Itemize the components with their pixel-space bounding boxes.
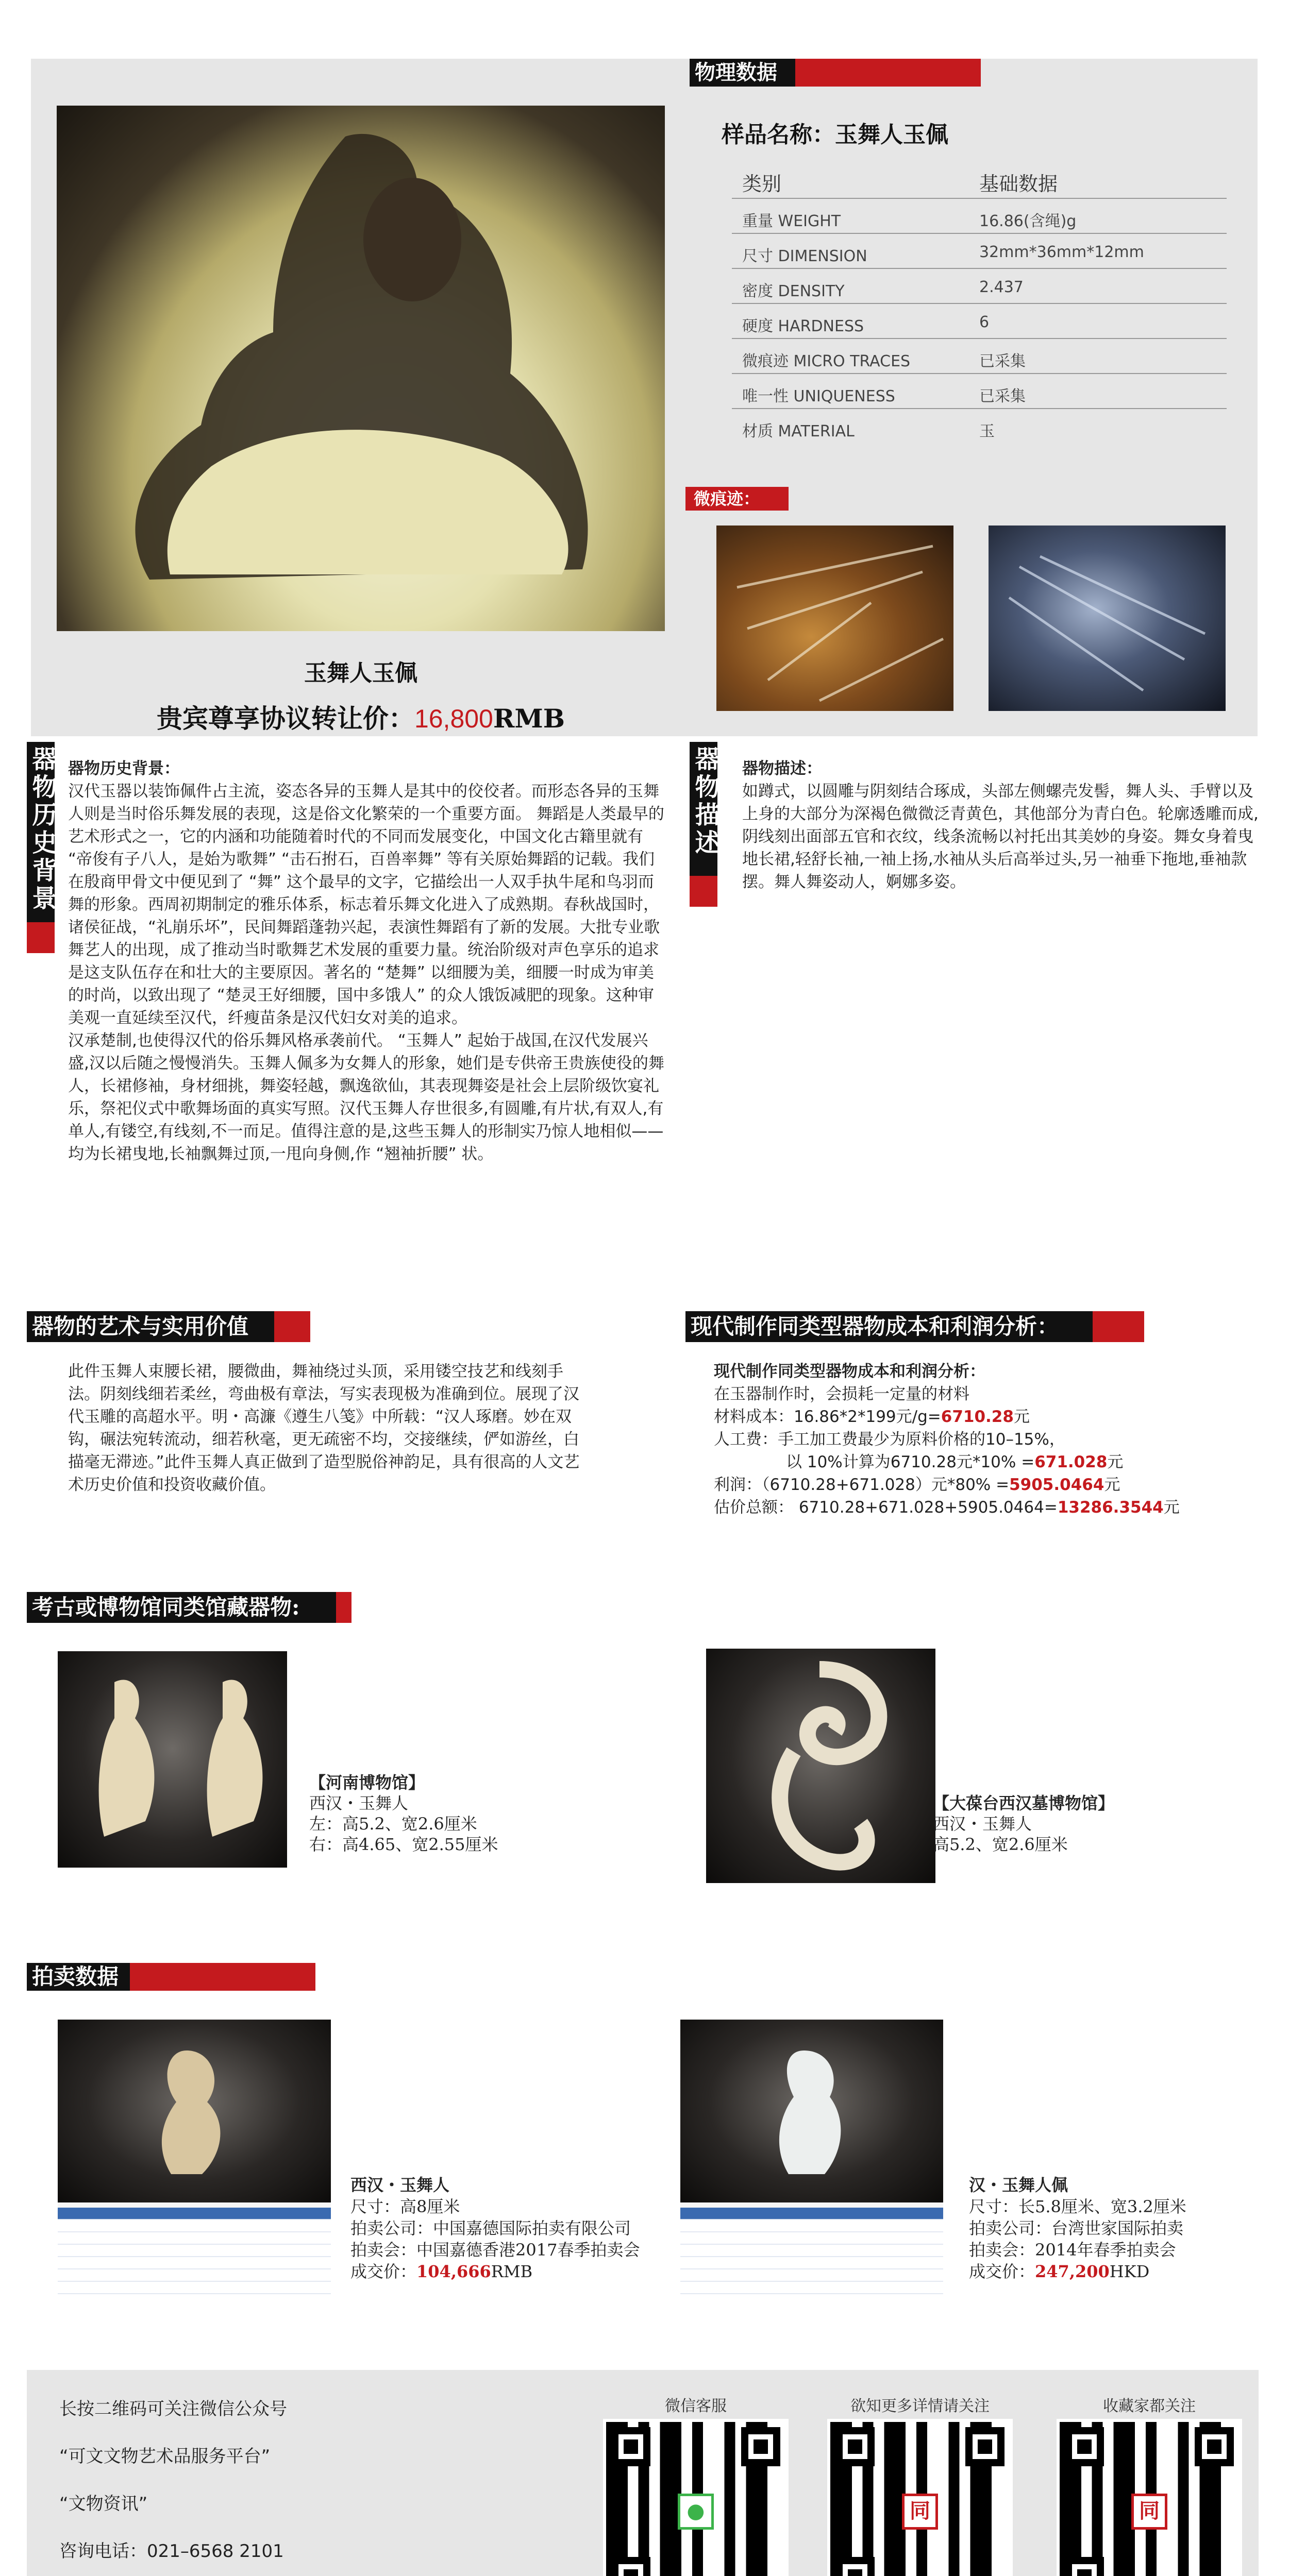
history-vertical-label	[27, 742, 55, 953]
footer-phone: 咨询电话：021–6568 2101	[59, 2541, 284, 2562]
micro-scratch-lines	[716, 526, 953, 711]
auction-2-sale: 拍卖会：2014年春季拍卖会	[969, 2240, 1176, 2260]
table-col-category: 类别	[742, 173, 782, 195]
qr-finder	[741, 2427, 780, 2466]
museum-header: 考古或博物馆同类馆藏器物:	[27, 1592, 336, 1623]
art-value-header: 器物的艺术与实用价值	[27, 1311, 274, 1342]
jade-dancer-figure	[57, 106, 665, 631]
qr-finder	[835, 2557, 875, 2576]
auction-2-price	[969, 2261, 1186, 2282]
cost-line-6-value: 13286.3544	[1057, 1498, 1164, 1517]
footer-line-3: “文物资讯”	[59, 2494, 148, 2514]
micro-scratch-lines	[989, 526, 1226, 711]
auction-2-title: 汉・玉舞人佩	[969, 2175, 1068, 2195]
qr-finder	[1195, 2427, 1234, 2466]
row-value: 已采集	[979, 352, 1026, 370]
auction-2-jade	[680, 2020, 943, 2202]
auction-1-jade	[58, 2020, 331, 2202]
cost-line-5-prefix: 利润：（6710.28+671.028）元*80% =	[714, 1476, 1010, 1494]
museum-jade-curl	[706, 1649, 935, 1883]
cost-line-5-value: 5905.0464	[1009, 1476, 1104, 1494]
cost-title: 现代制作同类型器物成本和利润分析：	[714, 1362, 985, 1381]
row-value: 玉	[979, 422, 995, 440]
cost-line-3: 人工费：手工加工费最少为原料价格的10–15%，	[714, 1430, 1065, 1449]
museum-jade-dancers	[58, 1651, 287, 1868]
cost-line-4	[714, 1451, 1260, 1473]
description-vertical-text: 器物描述	[691, 746, 719, 857]
row-key: 唯一性 UNIQUENESS	[742, 387, 895, 405]
jade-dancer-photo	[57, 106, 665, 631]
footer-line-1: 长按二维码可关注微信公众号	[59, 2399, 287, 2419]
table-row	[732, 304, 1227, 339]
auction-2-size: 尺寸：长5.8厘米、宽3.2厘米	[969, 2197, 1186, 2216]
qr-finder	[965, 2427, 1005, 2466]
price-prefix: 贵宾尊享协议转让价：	[156, 703, 414, 734]
footer-contact	[59, 2385, 386, 2576]
auction-2-company: 拍卖公司：台湾世家国际拍卖	[969, 2218, 1184, 2238]
description-block	[742, 757, 1263, 893]
auction-1-title: 西汉・玉舞人	[350, 2175, 450, 2195]
qr-finder	[1065, 2557, 1104, 2576]
museum-1-line-3: 右：高4.65、宽2.55厘米	[309, 1835, 498, 1854]
cost-line-1: 在玉器制作时，会损耗一定量的材料	[714, 1385, 969, 1403]
table-row	[732, 199, 1227, 234]
cost-line-2-unit: 元	[1013, 1408, 1030, 1426]
auction-1-table	[58, 2208, 331, 2300]
qr-block-3	[1057, 2393, 1242, 2576]
brand-logo-icon: 同	[902, 2494, 938, 2530]
history-title: 器物历史背景：	[68, 759, 180, 778]
museum-header-accent	[336, 1592, 351, 1623]
physical-header: 物理数据	[690, 59, 795, 87]
auction-2-photo	[680, 2020, 943, 2202]
museum-photo-1	[58, 1651, 287, 1868]
auction-1-company: 拍卖公司：中国嘉德国际拍卖有限公司	[350, 2218, 631, 2238]
cost-line-6-prefix: 估价总额： 6710.28+671.028+5905.0464=	[714, 1498, 1058, 1517]
museum-1-line-1: 西汉・玉舞人	[309, 1793, 409, 1813]
table-header-row	[732, 160, 1227, 199]
main-photo-frame	[57, 106, 665, 631]
description-vertical-label	[690, 742, 717, 907]
auction-1-photo	[58, 2020, 331, 2202]
auction-2-price-unit: HKD	[1109, 2262, 1150, 2281]
auction-2-table-header	[680, 2208, 943, 2219]
row-key: 密度 DENSITY	[742, 282, 845, 300]
footer-line-2: “可文文物艺术品服务平台”	[59, 2446, 271, 2467]
cost-line-2-value: 6710.28	[941, 1408, 1014, 1426]
description-title: 器物描述：	[742, 759, 822, 778]
qr-finder	[1065, 2427, 1104, 2466]
cost-header: 现代制作同类型器物成本和利润分析：	[685, 1311, 1093, 1342]
auction-1-table-header	[58, 2208, 331, 2219]
micro-photo-2	[989, 526, 1226, 711]
auction-1-price-value: 104,666	[416, 2262, 491, 2281]
row-value: 已采集	[979, 387, 1026, 405]
table-row	[732, 234, 1227, 269]
auction-caption-1	[350, 2174, 640, 2282]
row-key: 硬度 HARDNESS	[742, 317, 864, 335]
table-row	[732, 269, 1227, 304]
auction-1-price-unit: RMB	[491, 2262, 533, 2281]
museum-1-line-2: 左：高5.2、宽2.6厘米	[309, 1814, 477, 1834]
qr-finder	[611, 2557, 650, 2576]
auction-screenshot-1	[58, 2020, 331, 2300]
cost-header-accent	[1093, 1311, 1144, 1342]
cost-line-2	[714, 1405, 1260, 1428]
description-text: 如蹲式，以圆雕与阴刻结合琢成，头部左侧螺壳发髻，舞人头、手臂以及上身的大部分为深褐色微微泛青黄色，其他部分为青白色。轮廓透雕而成,阴线刻出面部五官和衣纹，线条流畅以衬托出其美妙的身姿。舞女身着曳地长裙,轻舒长袖,一袖上扬,水袖从头后高举过头,另一袖垂下拖地,垂袖款摆。舞人舞姿动人，婀娜多姿。	[742, 782, 1259, 891]
red-accent	[690, 876, 717, 907]
cost-block	[714, 1360, 1260, 1519]
row-value: 32mm*36mm*12mm	[979, 243, 1144, 261]
wechat-icon: ●	[678, 2494, 714, 2530]
row-value: 16.86(含绳)g	[979, 212, 1077, 230]
row-key: 重量 WEIGHT	[742, 212, 841, 230]
hero-name: 玉舞人玉佩	[304, 660, 417, 686]
physical-header-accent	[795, 59, 981, 87]
row-value: 6	[979, 313, 990, 331]
row-key: 微痕迹 MICRO TRACES	[742, 352, 911, 370]
qr-block-2	[827, 2393, 1013, 2576]
auction-caption-2	[969, 2174, 1186, 2282]
micro-traces-tag: 微痕迹：	[685, 487, 789, 511]
qr-3-label: 收藏家都关注	[1103, 2397, 1196, 2415]
museum-photo-2	[706, 1649, 935, 1883]
row-key: 尺寸 DIMENSION	[742, 247, 867, 265]
qr-code-2[interactable]	[827, 2419, 1013, 2576]
table-col-data: 基础数据	[979, 173, 1058, 195]
cost-line-5-unit: 元	[1104, 1476, 1120, 1494]
auction-1-sale: 拍卖会：中国嘉德香港2017春季拍卖会	[350, 2240, 640, 2260]
red-accent	[27, 922, 55, 953]
row-value: 2.437	[979, 278, 1024, 296]
cost-line-4-unit: 元	[1107, 1453, 1124, 1471]
auction-2-price-value: 247,200	[1035, 2262, 1110, 2281]
table-row	[732, 374, 1227, 409]
row-key: 材质 MATERIAL	[742, 422, 855, 440]
price-value: 16,800	[414, 704, 493, 733]
hero-price	[57, 698, 665, 735]
price-unit: RMB	[493, 703, 565, 734]
cost-line-2-prefix: 材料成本：16.86*2*199元/g=	[714, 1408, 941, 1426]
history-para-1: 汉代玉器以装饰佩件占主流，姿态各异的玉舞人是其中的佼佼者。而形态各异的玉舞人则是当时俗乐舞发展的表现，这是俗文化繁荣的一个重要方面。 舞蹈是人类最早的艺术形式之一，它的内涵和功能随着时代的不同而发展变化，中国文化古籍里就有 “帝俊有子八人，是始为歌舞” “击石拊石，百兽率舞” 等有关原始舞蹈的记载。我们在殷商甲骨文中便见到了 “舞” 这个最早的文字，它描绘出一人双手执牛尾和鸟羽而舞的形象。西周初期制定的雅乐体系，标志着乐舞文化进入了成熟期。春秋战国时，诸侯征战，“礼崩乐坏”，民间舞蹈蓬勃兴起，表演性舞蹈有了新的发展。大批专业歌舞艺人的出现，成了推动当时歌舞艺术发展的重要力量。统治阶级对声色享乐的追求是这支队伍存在和壮大的主要原因。著名的 “楚舞” 以细腰为美，细腰一时成为审美的时尚，以致出现了 “楚灵王好细腰，国中多饿人” 的众人饿饭减肥的现象。这种审美观一直延续至汉代，纤瘦苗条是汉代妇女对美的追求。	[68, 782, 664, 1027]
qr-2-label: 欲知更多详情请关注	[850, 2397, 990, 2415]
brand-logo-icon: 同	[1131, 2494, 1167, 2530]
auction-1-price	[350, 2261, 640, 2282]
history-block	[68, 757, 668, 1165]
history-vertical-text: 器物历史背景	[28, 746, 57, 913]
sample-name: 样品名称：玉舞人玉佩	[722, 122, 948, 148]
auction-1-size: 尺寸：高8厘米	[350, 2197, 460, 2216]
cost-line-6	[714, 1496, 1260, 1519]
qr-block-1	[603, 2393, 789, 2576]
auction-screenshot-2	[680, 2020, 943, 2300]
museum-2-title: 【大葆台西汉墓博物馆】	[933, 1793, 1115, 1813]
physical-table	[732, 160, 1227, 459]
cost-line-6-unit: 元	[1163, 1498, 1180, 1517]
qr-code-3[interactable]	[1057, 2419, 1242, 2576]
museum-caption-2	[933, 1793, 1114, 1855]
qr-finder	[611, 2427, 650, 2466]
museum-caption-1	[309, 1772, 498, 1855]
auction-1-price-prefix: 成交价：	[350, 2262, 417, 2281]
qr-code-1[interactable]	[603, 2419, 789, 2576]
cost-line-5	[714, 1473, 1260, 1496]
cost-line-4-prefix: 以 10%计算为6710.28元*10% =	[786, 1453, 1035, 1471]
museum-2-line-2: 高5.2、宽2.6厘米	[933, 1835, 1068, 1854]
auction-2-price-prefix: 成交价：	[969, 2262, 1035, 2281]
micro-photo-1	[716, 526, 953, 711]
cost-line-4-value: 671.028	[1034, 1453, 1108, 1471]
art-value-accent	[274, 1311, 310, 1342]
art-value-text: 此件玉舞人束腰长裙，腰微曲，舞袖绕过头顶，采用镂空技艺和线刻手法。阴刻线细若柔丝，弯曲极有章法，写实表现极为准确到位。展现了汉代玉雕的高超水平。明・高濂《遵生八笺》中所载：“汉人琢磨。妙在双钩，碾法宛转流动，细若秋毫，更无疏密不均，交接继续，俨如游丝，白描毫无滞迹。”此件玉舞人真正做到了造型脱俗神韵足，具有很高的人文艺术历史价值和投资收藏价值。	[68, 1362, 580, 1494]
auction-2-table	[680, 2208, 943, 2300]
qr-1-label: 微信客服	[665, 2397, 727, 2415]
auction-header: 拍卖数据	[27, 1963, 130, 1991]
auction-header-accent	[130, 1963, 315, 1991]
museum-1-title: 【河南博物馆】	[309, 1773, 425, 1792]
qr-finder	[835, 2427, 875, 2466]
table-row	[732, 409, 1227, 444]
table-row	[732, 339, 1227, 374]
history-para-2: 汉承楚制,也使得汉代的俗乐舞风格承袭前代。 “玉舞人” 起始于战国,在汉代发展兴盛,汉以后随之慢慢消失。玉舞人佩多为女舞人的形象，她们是专供帝王贵族使役的舞人，长裙修袖，身材细挑，舞姿轻越，飘逸欲仙，其表现舞姿是社会上层阶级饮宴礼乐，祭祀仪式中歌舞场面的真实写照。汉代玉舞人存世很多,有圆雕,有片状,有双人,有单人,有镂空,有线刻,不一而足。值得注意的是,这些玉舞人的形制实乃惊人地相似——均为长裙曳地,长袖飘舞过顶,一甩向身侧,作 “翘袖折腰” 状。	[68, 1031, 664, 1163]
museum-2-line-1: 西汉・玉舞人	[933, 1814, 1032, 1834]
